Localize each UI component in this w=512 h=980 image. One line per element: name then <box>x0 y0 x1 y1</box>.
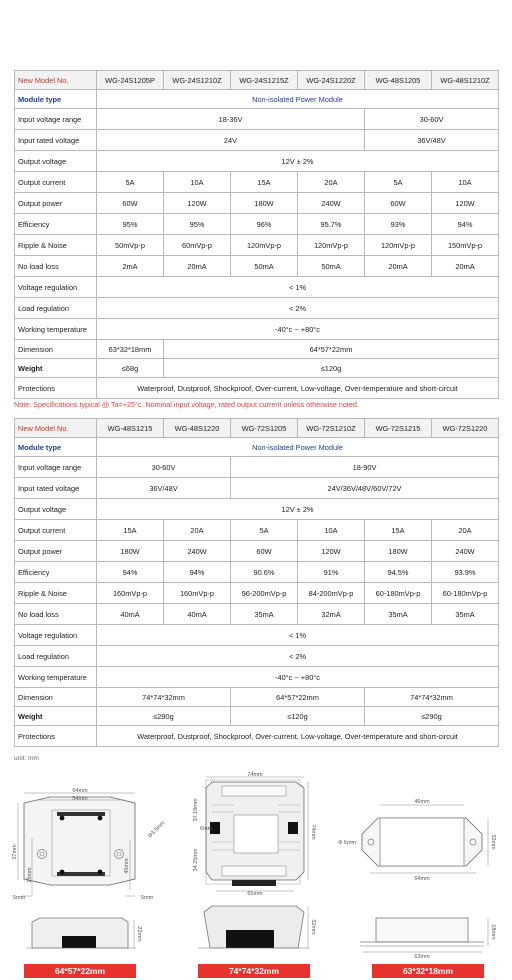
cell: 10A <box>298 520 365 541</box>
cell: 32mA <box>298 604 365 625</box>
cell: 5A <box>231 520 298 541</box>
cell: < 1% <box>97 277 499 298</box>
model-header: WG-24S1205P <box>97 71 164 90</box>
table-row <box>15 109 499 130</box>
cell: 95% <box>164 214 231 235</box>
model-header: WG-48S1220 <box>164 419 231 438</box>
row-label: Output power <box>15 193 97 214</box>
row-label: Working temperature <box>15 319 97 340</box>
cell: 74*74*32mm <box>365 688 499 707</box>
row-label: Module type <box>15 438 97 457</box>
dim-label: 54mm <box>72 796 88 802</box>
cell: < 1% <box>97 625 499 646</box>
cell: 120mVp-p <box>231 235 298 256</box>
cell: 90.6% <box>231 562 298 583</box>
cell: 35mA <box>231 604 298 625</box>
table-header-row <box>15 71 499 90</box>
row-label: Module type <box>15 90 97 109</box>
table-header-row <box>15 419 499 438</box>
module-63x32-top-view <box>338 799 496 882</box>
table-row <box>15 256 499 277</box>
cell: 20A <box>164 520 231 541</box>
cell: 95% <box>97 214 164 235</box>
row-label: Load regulation <box>15 646 97 667</box>
cell: 40mA <box>164 604 231 625</box>
cell: Waterproof, Dustproof, Shockproof, Over-current, Low-voltage, Over-temperature and short-circuit <box>97 726 499 747</box>
cell: 96-200mVp-p <box>231 583 298 604</box>
header-cell: New Model No. <box>15 71 97 90</box>
row-label: Input voltage range <box>15 109 97 130</box>
module-64x57-side-view <box>26 918 142 948</box>
cell: ≤120g <box>231 707 365 726</box>
dim-label: 57mm <box>12 844 18 860</box>
table-row <box>15 478 499 499</box>
row-label: Efficiency <box>15 562 97 583</box>
cell: 24V/36V/48V/60V/72V <box>231 478 499 499</box>
cell: 84-200mVp-p <box>298 583 365 604</box>
module-74x74-side-view <box>198 906 316 948</box>
cell: 10A <box>164 172 231 193</box>
dim-label: 45mm <box>124 858 130 874</box>
row-label: Dimension <box>15 688 97 707</box>
cell: ≤290g <box>365 707 499 726</box>
module-63x32-side-view <box>360 918 496 960</box>
cell: 18-36V <box>97 109 365 130</box>
dim-label: 63mm <box>414 954 430 960</box>
cell: 20mA <box>164 256 231 277</box>
cell: 180W <box>97 541 164 562</box>
row-label: Input rated voltage <box>15 478 97 499</box>
caption-64x57x22: 64*57*22mm <box>24 964 136 978</box>
cell: 94% <box>97 562 164 583</box>
cell: Non-isolated Power Module <box>97 438 499 457</box>
cell: 15A <box>365 520 432 541</box>
cell: 35mA <box>365 604 432 625</box>
row-label: Protections <box>15 378 97 399</box>
row-label: Output power <box>15 541 97 562</box>
cell: 35mA <box>432 604 499 625</box>
cell: 50mVp-p <box>97 235 164 256</box>
model-header: WG-48S1215 <box>97 419 164 438</box>
cell: 5A <box>365 172 432 193</box>
cell: 120W <box>164 193 231 214</box>
cell: 120mVp-p <box>365 235 432 256</box>
cell: 91% <box>298 562 365 583</box>
model-header: WG-24S1215Z <box>231 71 298 90</box>
model-header: WG-24S1210Z <box>164 71 231 90</box>
row-label: Input voltage range <box>15 457 97 478</box>
table-row <box>15 688 499 707</box>
cell: 18-90V <box>231 457 499 478</box>
row-label: Load regulation <box>15 298 97 319</box>
cell: 240W <box>432 541 499 562</box>
dim-label: 54mm <box>414 876 430 882</box>
cell: < 2% <box>97 298 499 319</box>
cell: 60W <box>97 193 164 214</box>
table-row <box>15 726 499 747</box>
table-row <box>15 646 499 667</box>
cell: 15A <box>97 520 164 541</box>
module-74x74-top-view <box>193 772 316 897</box>
cell: 60-180mVp-p <box>432 583 499 604</box>
cell: 10A <box>432 172 499 193</box>
cell: 20A <box>432 520 499 541</box>
cell: 120mVp-p <box>298 235 365 256</box>
cell: 60W <box>231 541 298 562</box>
cell: 240W <box>298 193 365 214</box>
cell: 64*57*22mm <box>231 688 365 707</box>
caption-74x74x32: 74*74*32mm <box>198 964 310 978</box>
cell: 95.7% <box>298 214 365 235</box>
cell: 160mVp-p <box>97 583 164 604</box>
cell: 96% <box>231 214 298 235</box>
dim-label: 25mm <box>27 867 33 883</box>
unit-label: unit: mm <box>14 755 39 762</box>
table-row <box>15 319 499 340</box>
cell: 74*74*32mm <box>97 688 231 707</box>
dim-label: 74mm <box>310 824 316 840</box>
dim-label: 34.25mm <box>193 848 199 872</box>
cell: 180W <box>231 193 298 214</box>
row-label: Weight <box>15 707 97 726</box>
dim-label: 5mm <box>141 895 154 901</box>
row-label: No load loss <box>15 256 97 277</box>
table-row <box>15 340 499 359</box>
model-header: WG-72S1205 <box>231 419 298 438</box>
row-label: Output current <box>15 520 97 541</box>
row-label: Input rated voltage <box>15 130 97 151</box>
dim-label: 46mm <box>414 799 430 805</box>
row-label: Output voltage <box>15 499 97 520</box>
model-header: WG-48S1205 <box>365 71 432 90</box>
dimension-drawings <box>0 770 512 962</box>
dim-label: Φ 6mm <box>338 840 357 846</box>
cell: 240W <box>164 541 231 562</box>
row-label: Weight <box>15 359 97 378</box>
cell: 120W <box>298 541 365 562</box>
model-header: WG-72S1220 <box>432 419 499 438</box>
row-label: Dimension <box>15 340 97 359</box>
dim-label: 64mm <box>72 788 88 794</box>
table-row <box>15 172 499 193</box>
dim-label: 22mm <box>136 926 142 942</box>
row-label: Voltage regulation <box>15 625 97 646</box>
table-row <box>15 378 499 399</box>
table-row <box>15 90 499 109</box>
table-row <box>15 707 499 726</box>
model-header: WG-72S1210Z <box>298 419 365 438</box>
cell: -40°c ~ +80°c <box>97 667 499 688</box>
table-row <box>15 298 499 319</box>
row-label: Output voltage <box>15 151 97 172</box>
cell: 60mVp-p <box>164 235 231 256</box>
dim-label: 6mm <box>200 826 213 832</box>
table-row <box>15 151 499 172</box>
cell: 12V ± 2% <box>97 499 499 520</box>
table-row <box>15 359 499 378</box>
cell: Waterproof, Dustproof, Shockproof, Over-current, Low-voltage, Over-temperature and short-circuit <box>97 378 499 399</box>
table-row <box>15 193 499 214</box>
table-row <box>15 235 499 256</box>
table-row <box>15 541 499 562</box>
cell: ≤120g <box>164 359 499 378</box>
dim-label: 32mm <box>490 834 496 850</box>
cell: 15A <box>231 172 298 193</box>
cell: 50mA <box>298 256 365 277</box>
cell: 30-60V <box>97 457 231 478</box>
row-label: Working temperature <box>15 667 97 688</box>
model-header: WG-72S1215 <box>365 419 432 438</box>
cell: 30-60V <box>365 109 499 130</box>
row-label: No load loss <box>15 604 97 625</box>
table-row <box>15 214 499 235</box>
module-64x57-top-view <box>12 788 167 901</box>
model-header: WG-48S1210Z <box>432 71 499 90</box>
table-row <box>15 438 499 457</box>
row-label: Protections <box>15 726 97 747</box>
cell: 36V/48V <box>365 130 499 151</box>
dim-label: 65mm <box>247 891 263 897</box>
cell: 36V/48V <box>97 478 231 499</box>
row-label: Voltage regulation <box>15 277 97 298</box>
dim-label: 18mm <box>490 924 496 940</box>
spec-table-2 <box>14 418 499 747</box>
cell: 40mA <box>97 604 164 625</box>
table-row <box>15 562 499 583</box>
cell: 24V <box>97 130 365 151</box>
cell: 150mVp-p <box>432 235 499 256</box>
cell: 180W <box>365 541 432 562</box>
cell: 50mA <box>231 256 298 277</box>
cell: 12V ± 2% <box>97 151 499 172</box>
cell: ≤68g <box>97 359 164 378</box>
cell: Non-isolated Power Module <box>97 90 499 109</box>
cell: < 2% <box>97 646 499 667</box>
table-row <box>15 130 499 151</box>
table-row <box>15 625 499 646</box>
dim-label: 5mm <box>13 895 26 901</box>
dim-label: 32mm <box>310 919 316 935</box>
table-row <box>15 277 499 298</box>
dim-label: 37.18mm <box>193 798 199 822</box>
cell: 60W <box>365 193 432 214</box>
table-row <box>15 667 499 688</box>
row-label: Output current <box>15 172 97 193</box>
dim-label: 74mm <box>247 772 263 778</box>
cell: 5A <box>97 172 164 193</box>
spec-table-1 <box>14 70 499 399</box>
row-label: Efficiency <box>15 214 97 235</box>
cell: ≤290g <box>97 707 231 726</box>
cell: 94% <box>164 562 231 583</box>
cell: 94% <box>432 214 499 235</box>
dim-label: Φ3.5mm <box>147 820 167 840</box>
table-row <box>15 499 499 520</box>
header-cell: New Model No. <box>15 419 97 438</box>
cell: 93.9% <box>432 562 499 583</box>
cell: 2mA <box>97 256 164 277</box>
cell: 94.5% <box>365 562 432 583</box>
cell: 64*57*22mm <box>164 340 499 359</box>
table-row <box>15 604 499 625</box>
cell: 63*32*18mm <box>97 340 164 359</box>
row-label: Ripple & Noise <box>15 235 97 256</box>
cell: 20A <box>298 172 365 193</box>
row-label: Ripple & Noise <box>15 583 97 604</box>
specification-note: Note: Specifications typical @ Ta=+25°c. Nominal input voltage, rated output current unless otherwise noted. <box>14 400 359 409</box>
caption-63x32x18: 63*32*18mm <box>372 964 484 978</box>
table-row <box>15 520 499 541</box>
table-row <box>15 583 499 604</box>
table-row <box>15 457 499 478</box>
cell: 20mA <box>365 256 432 277</box>
cell: -40°c ~ +80°c <box>97 319 499 340</box>
cell: 60-180mVp-p <box>365 583 432 604</box>
cell: 93% <box>365 214 432 235</box>
model-header: WG-24S1220Z <box>298 71 365 90</box>
cell: 20mA <box>432 256 499 277</box>
cell: 120W <box>432 193 499 214</box>
cell: 160mVp-p <box>164 583 231 604</box>
